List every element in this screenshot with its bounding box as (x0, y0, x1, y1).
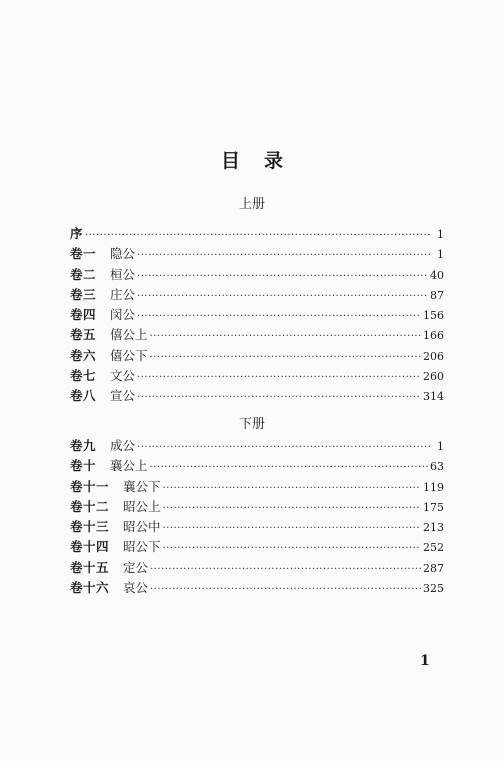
toc-entry-label: 卷十二 (70, 498, 110, 514)
toc-entry-name: 桓公 (110, 266, 136, 282)
title-char-2: 录 (264, 150, 284, 172)
dot-leader (85, 230, 432, 241)
toc-entry-page: 175 (423, 500, 444, 514)
dot-leader (163, 523, 421, 534)
toc-entry (70, 265, 444, 285)
toc-entry (70, 578, 444, 598)
dot-leader (150, 564, 421, 575)
toc-entry-name: 成公 (110, 438, 136, 453)
toc-entry-label: 卷十四 (70, 539, 110, 555)
toc-entry-label: 卷十五 (70, 559, 110, 575)
toc-entry-label: 卷十三 (70, 519, 110, 535)
toc-entry-page: 87 (430, 288, 444, 302)
toc-entry-page: 1 (437, 228, 444, 241)
toc-entry (70, 366, 444, 386)
dot-leader (137, 392, 421, 403)
toc-entry (70, 456, 444, 476)
toc-entry-label: 卷十一 (70, 478, 110, 494)
toc-entry (70, 285, 444, 305)
toc-entry (70, 325, 444, 345)
dot-leader (137, 250, 432, 261)
toc-entry-page: 260 (423, 370, 444, 384)
toc-entry-label: 卷二 (70, 266, 97, 282)
dot-leader (150, 584, 421, 595)
toc-entry-page: 1 (437, 440, 444, 453)
title-char-1: 目 (220, 150, 240, 172)
toc-entry-page: 252 (423, 541, 444, 555)
toc-entry-page: 206 (423, 349, 444, 363)
toc-entry (70, 224, 444, 244)
toc-entry (70, 436, 444, 456)
toc-entry-name: 哀公 (123, 580, 149, 596)
toc-entry (70, 558, 444, 578)
page-title (0, 146, 504, 173)
dot-leader (137, 372, 421, 383)
toc-entry (70, 346, 444, 366)
toc-entry-name: 昭公上 (123, 498, 161, 514)
toc-entry-page: 119 (423, 480, 444, 494)
dot-leader (137, 291, 428, 302)
dot-leader (137, 311, 421, 322)
toc-entry (70, 477, 444, 497)
toc-entry-name: 昭公下 (123, 539, 161, 555)
volume-2-heading: 下册 (238, 417, 265, 432)
toc-entry-name: 襄公下 (123, 478, 161, 494)
toc-entry-label: 卷七 (70, 368, 97, 384)
toc-entry (70, 244, 444, 264)
toc-entry (70, 537, 444, 557)
toc-entry-page: 213 (423, 521, 444, 535)
toc-entry-label: 卷十 (70, 458, 97, 474)
toc-entry-page: 40 (430, 268, 444, 282)
toc-entry-name: 昭公中 (123, 519, 161, 535)
dot-leader (163, 543, 421, 554)
toc-entry (70, 386, 444, 406)
toc-entry-label: 卷十六 (70, 580, 110, 596)
toc-entry-page: 166 (423, 329, 444, 343)
toc-entry-name: 僖公上 (110, 327, 148, 343)
toc-entry-name: 僖公下 (110, 347, 148, 363)
dot-leader (163, 503, 421, 514)
toc-entry-page: 325 (423, 582, 444, 596)
toc-entry-label: 卷三 (70, 286, 97, 302)
toc-entry-label: 卷四 (70, 307, 97, 323)
toc-entry (70, 517, 444, 537)
toc-entry-page: 156 (423, 309, 444, 323)
toc-entry (70, 305, 444, 325)
toc-entry-page: 287 (423, 561, 444, 575)
dot-leader (137, 442, 432, 453)
toc-entry-name: 隐公 (110, 246, 136, 262)
toc-entry-label: 卷八 (70, 388, 97, 404)
toc-entry-name: 定公 (123, 559, 149, 575)
dot-leader (150, 352, 421, 363)
page-number: 1 (420, 653, 430, 669)
dot-leader (150, 462, 428, 473)
dot-leader (163, 483, 421, 494)
toc-volume-1 (70, 224, 444, 407)
toc-entry-name: 宣公 (110, 388, 136, 404)
toc-entry-label: 卷一 (70, 246, 97, 262)
toc-entry-label: 卷六 (70, 347, 97, 363)
dot-leader (150, 331, 421, 342)
toc-volume-2 (70, 436, 444, 598)
volume-1-heading: 上册 (238, 197, 265, 212)
dot-leader (137, 271, 428, 282)
toc-entry-name: 襄公上 (110, 458, 148, 474)
toc-entry-page: 63 (430, 460, 444, 474)
toc-entry-label: 序 (70, 226, 84, 241)
toc-entry-page: 314 (423, 390, 444, 404)
toc-entry (70, 497, 444, 517)
toc-entry-name: 庄公 (110, 286, 136, 302)
toc-entry-label: 卷五 (70, 327, 97, 343)
toc-entry-label: 卷九 (70, 438, 97, 453)
toc-entry-page: 1 (437, 248, 444, 262)
toc-entry-name: 文公 (110, 368, 136, 384)
toc-entry-name: 闵公 (110, 307, 136, 323)
